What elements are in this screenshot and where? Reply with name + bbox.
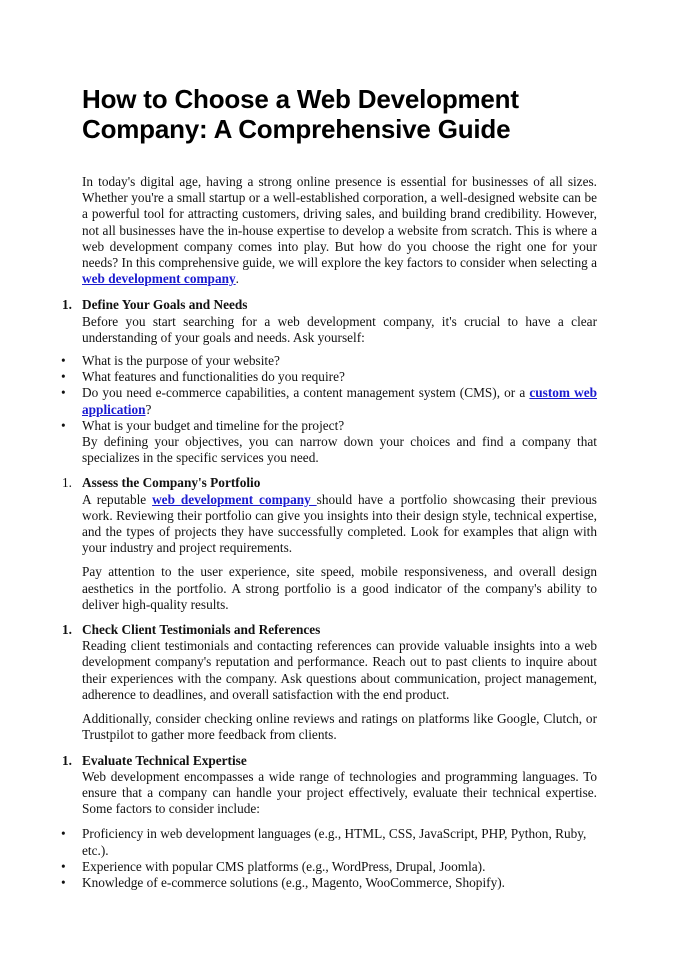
section-heading: Define Your Goals and Needs xyxy=(82,297,248,313)
list-item xyxy=(61,858,597,875)
bullet-icon: • xyxy=(61,874,66,890)
list-item xyxy=(61,417,597,434)
list-item-text: Experience with popular CMS platforms (e.g., WordPress, Drupal, Joomla). xyxy=(82,858,486,874)
section-heading: Assess the Company's Portfolio xyxy=(82,475,261,491)
intro-paragraph xyxy=(82,174,597,287)
list-item xyxy=(61,353,597,369)
bullet-icon: • xyxy=(61,369,66,385)
list-item-text: What features and functionalities do you require? xyxy=(82,369,345,385)
section-paragraph: Before you start searching for a web development company, it's crucial to have a clear understanding of your goals and needs. Ask yourself: xyxy=(82,313,597,345)
list-item-text: Do you need e-commerce capabilities, a content management system (CMS), or a xyxy=(82,385,530,401)
list-item xyxy=(61,369,597,385)
bullet-list xyxy=(61,826,597,891)
section-paragraph: Additionally, consider checking online reviews and ratings on platforms like Google, Clutch, or Trustpilot to gather more feedback from clients. xyxy=(82,711,597,743)
intro-text-end: . xyxy=(235,271,239,287)
list-item xyxy=(61,385,597,417)
section-paragraph xyxy=(82,492,597,557)
section-paragraph: Web development encompasses a wide range of technologies and programming languages. To ensure that a company can handle your project effectively, evaluate their technical expertise. Some factors to consider include: xyxy=(82,768,597,817)
bullet-list xyxy=(61,353,597,434)
section-paragraph: Pay attention to the user experience, site speed, mobile responsiveness, and overall design aesthetics in the portfolio. A strong portfolio is a good indicator of the company's ability to deliver high-quality results. xyxy=(82,564,597,612)
section-paragraph: By defining your objectives, you can narrow down your choices and find a company that specializes in the specific services you need. xyxy=(82,434,597,466)
bullet-icon: • xyxy=(61,826,66,842)
list-item-text: Proficiency in web development languages (e.g., HTML, CSS, JavaScript, PHP, Python, Ruby, etc.). xyxy=(82,826,587,858)
section-assess-portfolio xyxy=(62,475,597,613)
intro-link-web-development-company[interactable]: web development company xyxy=(82,271,236,287)
list-item xyxy=(61,826,597,858)
section-heading: Evaluate Technical Expertise xyxy=(82,752,247,768)
section-number: 1. xyxy=(62,622,72,638)
list-item-text: Knowledge of e-commerce solutions (e.g., Magento, WooCommerce, Shopify). xyxy=(82,874,505,890)
paragraph-text: A reputable xyxy=(82,491,153,507)
section-number: 1. xyxy=(62,752,72,768)
list-item-text: What is the purpose of your website? xyxy=(82,353,280,369)
paragraph-text: should have a portfolio showcasing their previous work. Reviewing their portfolio can give you insights into their design style, technical expertise, and the types of projects they have successfully completed. Look for examples that align with your industry and project requirements. xyxy=(82,491,597,556)
section-paragraph: Reading client testimonials and contacting references can provide valuable insights into a web development company's reputation and performance. Reach out to past clients to inquire about their experiences with the company. Ask questions about communication, project management, adherence to deadlines, and overall satisfaction with the end product. xyxy=(82,638,597,702)
custom-web-application-link[interactable]: custom web application xyxy=(82,385,597,417)
list-item-text-end: ? xyxy=(145,401,152,417)
intro-text: In today's digital age, having a strong online presence is essential for businesses of all sizes. Whether you're a small startup or a well-established corporation, a well-designed website can be a powerful tool for attracting customers, driving sales, and building brand credibility. However, not all businesses have the in-house expertise to develop a website from scratch. This is where a web development company comes into play. But how do you choose the right one for your needs? In this comprehensive guide, we will explore the key factors to consider when selecting a xyxy=(82,174,597,271)
section-technical-expertise xyxy=(61,752,597,892)
portfolio-link-web-development-company[interactable]: web development company xyxy=(152,491,317,507)
section-heading: Check Client Testimonials and References xyxy=(82,622,321,638)
section-client-testimonials xyxy=(62,622,597,743)
list-item xyxy=(61,874,597,891)
section-number: 1. xyxy=(62,475,72,491)
bullet-icon: • xyxy=(61,858,66,874)
bullet-icon: • xyxy=(61,385,66,401)
bullet-icon: • xyxy=(61,353,66,369)
list-item-text: What is your budget and timeline for the project? xyxy=(82,417,345,433)
document-page xyxy=(61,84,597,891)
section-define-goals xyxy=(61,297,597,466)
bullet-icon: • xyxy=(61,417,66,433)
page-title: How to Choose a Web Development Company: A Comprehensive Guide xyxy=(82,84,519,144)
section-number: 1. xyxy=(62,297,72,313)
